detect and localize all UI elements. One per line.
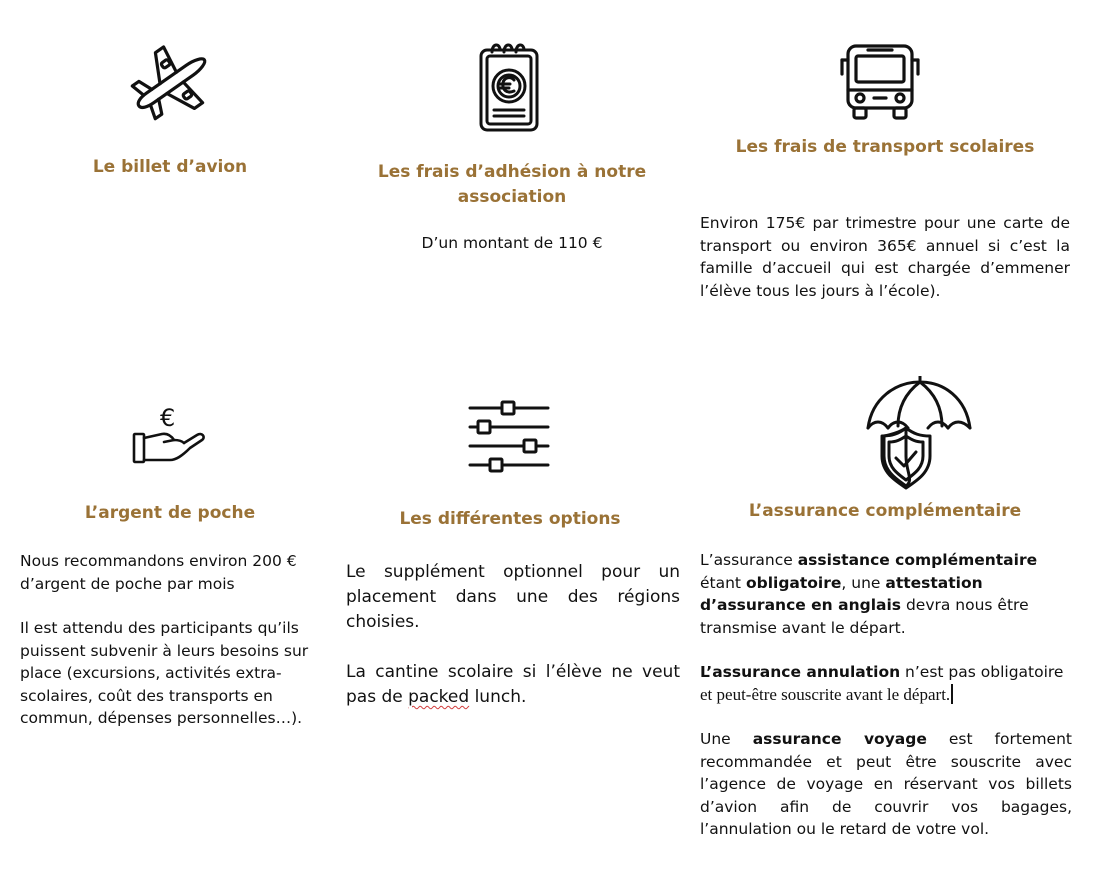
insurance-bold-travel: assurance voyage <box>752 730 927 748</box>
pocket-paragraph-1: Nous recommandons environ 200 € d’argent de poche par mois <box>20 552 297 593</box>
transport-text: Environ 175€ par trimestre pour une carte de transport ou environ 365€ annuel si c’est la famille d’accueil qui est chargée d’emmener l’élève tous les jours à l’école). <box>700 214 1070 300</box>
text-cursor <box>951 684 953 704</box>
umbrella-shield-icon <box>862 376 974 498</box>
options-paragraph-2 <box>346 660 680 710</box>
euro-notebook-icon <box>476 40 542 134</box>
section-title-membership-line1: Les frais d’adhésion à notre <box>377 162 647 182</box>
insurance-paragraph-1: L’assurance assistance complémentaire étant obligatoire, une attestation d’assurance en anglais devra nous être transmise avant le départ. <box>700 551 1038 637</box>
insurance-paragraph-2: L’assurance annulation n’est pas obligatoire et peut-être souscrite avant le départ. <box>700 663 1064 704</box>
spellcheck-flagged-word[interactable]: packed <box>408 687 470 707</box>
pocket-paragraph-2: Il est attendu des participants qu’ils puissent subvenir à leurs besoins sur place (excursions, activités extra-scolaires, coût des transports en commun, dépenses personnelles…). <box>20 619 309 727</box>
euro-symbol: € <box>160 404 176 432</box>
insurance-bold-mandatory: obligatoire <box>745 573 842 592</box>
section-title-plane: Le billet d’avion <box>92 157 248 177</box>
options-text <box>346 560 680 710</box>
insurance-bold-cancellation: L’assurance annulation <box>700 663 901 681</box>
sliders-icon <box>468 398 550 476</box>
membership-amount-text: D’un montant de 110 € <box>421 234 603 252</box>
pocket-text <box>20 550 320 730</box>
insurance-text <box>700 549 1072 841</box>
section-title-options: Les différentes options <box>399 509 621 529</box>
options-p2-after: lunch. <box>469 687 527 707</box>
section-title-transport: Les frais de transport scolaires <box>735 137 1035 157</box>
bus-icon <box>838 40 922 124</box>
section-title-pocket: L’argent de poche <box>84 503 256 523</box>
section-title-membership <box>372 160 652 210</box>
insurance-bold-assistance: assistance complémentaire <box>797 551 1038 569</box>
airplane-icon <box>124 40 216 128</box>
insurance-paragraph-3: Une assurance voyage est fortement recommandée et peut être souscrite avec l’agence de voyage en réservant vos billets d’avion afin de couvrir vos bagages, l’annulation ou le retard de votre vol. <box>700 730 1072 838</box>
insurance-bold-attestation: attestation d’assurance en anglais <box>700 573 983 614</box>
section-title-insurance: L’assurance complémentaire <box>748 501 1022 521</box>
options-paragraph-1: Le supplément optionnel pour un placement dans une des régions choisies. <box>346 562 680 632</box>
options-p2-before: La cantine scolaire si l’élève ne veut pas de <box>346 662 680 707</box>
section-title-membership-line2: association <box>457 187 567 207</box>
insurance-serif-line[interactable]: et peut-être souscrite avant le départ. <box>700 684 951 704</box>
